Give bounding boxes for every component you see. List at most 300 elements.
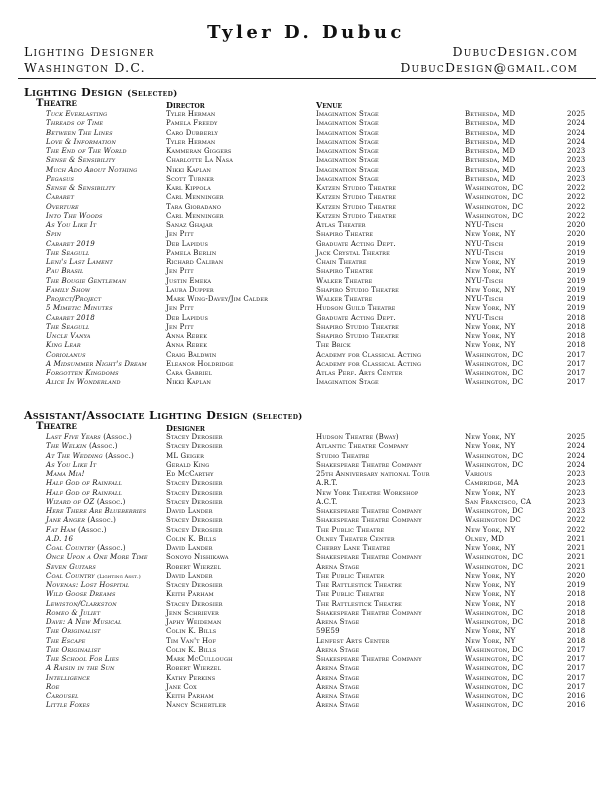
person-name: Cara Gabriel [166, 369, 212, 377]
show-name: A Midsummer Night's Dream [46, 359, 147, 368]
person-name: Stacey Derosier [166, 442, 223, 451]
table-row [24, 563, 594, 572]
show-name: Family Show [46, 285, 91, 294]
city-name: New York, NY [465, 258, 516, 266]
show-name: The End of The World [46, 147, 127, 155]
city-name: New York, NY [465, 304, 516, 313]
person-name: David Lander [166, 571, 213, 580]
show-title [46, 267, 84, 276]
city-name: Washington, DC [465, 645, 524, 654]
person-name: Stacey Derosier [166, 581, 223, 589]
table-row [24, 314, 594, 323]
table-row [24, 203, 594, 212]
table-row [24, 119, 594, 128]
venue-name: Shakespeare Theatre Company [316, 655, 422, 663]
person-name: Anna Rebek [166, 332, 208, 340]
person-name: Jen Pitt [166, 230, 194, 239]
show-title [46, 156, 115, 165]
year: 2018 [567, 599, 586, 608]
person-name: Anna Rebek [166, 341, 208, 350]
table-row [24, 175, 594, 184]
show-title [46, 563, 96, 572]
show-name: Roe [46, 682, 60, 691]
show-name: Half God of Rainfall [46, 488, 122, 497]
city-name: Bethesda, MD [465, 165, 516, 174]
city-name: Washington, DC [465, 701, 524, 710]
year: 2019 [567, 276, 586, 285]
city-name: Various [465, 470, 493, 478]
city-name: Washington, DC [465, 184, 524, 192]
table-row [24, 526, 594, 535]
year: 2023 [567, 470, 586, 478]
show-name: Pegasus [46, 174, 75, 183]
venue-name: Graduate Acting Dept. [316, 313, 396, 322]
email-link[interactable]: DubucDesign@gmail.com [400, 60, 578, 75]
show-title [46, 110, 107, 119]
show-name: Coal Country [46, 571, 95, 580]
person-name: Nikki Kaplan [166, 378, 212, 387]
year: 2024 [567, 128, 586, 137]
year: 2020 [567, 221, 586, 229]
year: 2019 [567, 304, 586, 313]
person-name: Kammeran Giggers [166, 147, 232, 155]
city-name: Bethesda, MD [465, 137, 516, 146]
show-title [46, 360, 147, 369]
venue-name: The Public Theatre [316, 590, 385, 599]
year: 2022 [567, 202, 586, 211]
section-qualifier: (Selected) [127, 89, 178, 99]
venue-name: Katzen Studio Theatre [316, 193, 397, 202]
show-name: Love & Information [46, 137, 117, 146]
person-name: Colin K. Bills [166, 627, 217, 636]
venue-name: Shakespeare Theatre Company [316, 507, 422, 515]
column-headers [24, 422, 594, 433]
year: 2018 [567, 590, 586, 599]
city-name: Bethesda, MD [465, 156, 516, 165]
city-name: New York, NY [465, 341, 516, 350]
venue-name: Arena Stage [316, 682, 360, 691]
show-name: Little Foxes [46, 701, 90, 710]
year: 2017 [567, 673, 586, 682]
city-name: New York, NY [465, 322, 516, 331]
person-name: Gerald King [166, 460, 210, 469]
city-name: Washington, DC [465, 507, 524, 515]
venue-name: The Public Theatre [316, 525, 385, 534]
show-title [46, 129, 113, 138]
venue-name: Shakespeare Theatre Company [316, 516, 422, 525]
venue-name: Shapiro Theatre [316, 267, 374, 276]
show-title [46, 618, 122, 627]
show-name: The Seagull [46, 322, 90, 331]
person-name: David Lander [166, 544, 213, 552]
year: 2020 [567, 571, 586, 580]
venue-name: Academy for Classical Acting [316, 359, 422, 368]
table-row [24, 637, 594, 646]
table-row [24, 664, 594, 673]
person-name: Caro Dubberly [166, 128, 218, 137]
show-title [46, 193, 74, 202]
year: 2024 [567, 137, 586, 146]
venue-name: Studio Theatre [316, 451, 370, 460]
website-link[interactable]: DubucDesign.com [452, 44, 578, 59]
year: 2022 [567, 193, 586, 202]
city-name: New York, NY [465, 433, 516, 441]
venue-name: Imagination Stage [316, 378, 379, 387]
show-title [46, 470, 85, 479]
column-header-director: Director [166, 100, 205, 110]
city-name: Olney, MD [465, 534, 504, 543]
city-name: Washington, DC [465, 692, 524, 700]
year: 2017 [567, 645, 586, 654]
venue-name: Atlas Perf. Arts Center [316, 369, 403, 377]
show-title [46, 553, 148, 562]
city-name: New York, NY [465, 285, 516, 294]
venue-name: Shapiro Studio Theatre [316, 285, 399, 294]
section-title [24, 409, 594, 422]
table-row [24, 627, 594, 636]
city-name: New York, NY [465, 442, 516, 451]
column-headers [24, 99, 594, 110]
year: 2017 [567, 682, 586, 691]
venue-name: Katzen Studio Theatre [316, 184, 397, 192]
year: 2023 [567, 497, 586, 506]
venue-name: Cherry Lane Theatre [316, 544, 391, 552]
person-name: Sanaz Ghajar [166, 221, 213, 229]
role-note: (Assoc.) [87, 516, 117, 525]
venue-name: A.R.T. [316, 479, 338, 488]
table-row [24, 442, 594, 451]
show-title [46, 304, 113, 313]
venue-name: Shakespeare Theatre Company [316, 460, 422, 469]
table-row [24, 674, 594, 683]
venue-name: Arena Stage [316, 673, 360, 682]
venue-name: Imagination Stage [316, 128, 379, 137]
show-title [46, 489, 122, 498]
show-title [46, 544, 126, 553]
venue-name: Atlas Theater [316, 221, 366, 229]
person-name: Deb Lapidus [166, 313, 209, 322]
venue-name: Jack Crystal Theatre [316, 248, 390, 257]
year: 2023 [567, 147, 586, 155]
venue-name: Shakespeare Theatre Company [316, 608, 422, 617]
person-name: Stacey Derosier [166, 516, 223, 525]
person-name: Kathy Perkins [166, 673, 216, 682]
show-name: Tuck Everlasting [46, 110, 108, 118]
section-title [24, 86, 594, 99]
table-row [24, 267, 594, 276]
city-name: NYU-Tisch [465, 276, 504, 285]
show-title [46, 369, 119, 378]
year: 2023 [567, 479, 586, 488]
show-title [46, 461, 96, 470]
person-name: Tara Gioradano [166, 202, 222, 211]
city-name: Washington DC [465, 516, 521, 525]
show-title [46, 230, 61, 239]
city-name: New York, NY [465, 230, 516, 239]
venue-name: Arena Stage [316, 701, 360, 710]
table-row [24, 249, 594, 258]
venue-name: 25th Anniversary national Tour [316, 470, 430, 478]
venue-name: The Public Theater [316, 571, 385, 580]
column-header-theatre: Theatre [36, 421, 77, 432]
venue-name: Shapiro Theatre [316, 230, 374, 239]
city-name: NYU-Tisch [465, 239, 504, 248]
year: 2018 [567, 332, 586, 340]
table-row [24, 553, 594, 562]
person-name: Carl Menninger [166, 211, 224, 220]
role-note: (Assoc.) [89, 442, 118, 451]
show-title [46, 351, 86, 360]
table-row [24, 378, 594, 387]
person-name: Stacey Derosier [166, 433, 223, 441]
year: 2018 [567, 627, 586, 636]
year: 2016 [567, 701, 586, 710]
table-row [24, 286, 594, 295]
show-name: Coriolanus [46, 350, 86, 359]
show-name: Into The Woods [46, 211, 103, 220]
venue-name: Arena Stage [316, 645, 360, 654]
table-row [24, 489, 594, 498]
city-name: Washington, DC [465, 655, 524, 663]
table-row [24, 498, 594, 507]
table-row [24, 360, 594, 369]
column-header-designer: Designer [166, 423, 205, 433]
person-name: Robert Wierzel [166, 562, 222, 571]
person-name: Tim Van't Hof [166, 636, 217, 645]
year: 2019 [567, 239, 586, 248]
year: 2018 [567, 608, 586, 617]
year: 2017 [567, 655, 586, 663]
show-title [46, 240, 95, 249]
year: 2023 [567, 507, 586, 515]
venue-name: Arena Stage [316, 562, 360, 571]
city-name: Washington, DC [465, 664, 524, 673]
show-name: Fat Ham [46, 525, 76, 534]
table-row [24, 129, 594, 138]
table-row [24, 683, 594, 692]
show-name: The Bougie Gentleman [46, 276, 127, 285]
show-title [46, 627, 101, 636]
city-name: New York, NY [465, 544, 516, 552]
city-name: Bethesda, MD [465, 147, 516, 155]
year: 2019 [567, 295, 586, 303]
person-name: Jen Pitt [166, 322, 194, 331]
person-name: Stacey Derosier [166, 479, 223, 488]
table-row [24, 461, 594, 470]
show-title [46, 249, 89, 258]
role-note: (Lighting Asst.) [97, 573, 141, 580]
show-name: Pau Brasil [46, 267, 84, 276]
venue-name: Shakespeare Theatre Company [316, 553, 422, 562]
show-name: At The Wedding [46, 451, 103, 460]
city-name: Washington, DC [465, 193, 524, 202]
year: 2021 [567, 562, 586, 571]
assistant-design-section [24, 409, 594, 711]
show-title [46, 286, 90, 295]
show-title [46, 221, 96, 230]
year: 2019 [567, 248, 586, 257]
show-name: Half God of Rainfall [46, 479, 122, 488]
venue-name: A.C.T. [316, 497, 338, 506]
city-name: Washington, DC [465, 608, 524, 617]
year: 2018 [567, 322, 586, 331]
table-row [24, 304, 594, 313]
venue-name: Imagination Stage [316, 174, 379, 183]
role-note: (Assoc.) [96, 497, 126, 506]
show-name: Lewiston/Clarkston [46, 599, 117, 608]
venue-name: The Rattlestick Theatre [316, 581, 402, 589]
year: 2024 [567, 460, 586, 469]
city-name: New York, NY [465, 571, 516, 580]
show-name: Project/Project [46, 295, 102, 303]
year: 2019 [567, 285, 586, 294]
show-name: Overture [46, 202, 79, 211]
show-title [46, 138, 116, 147]
table-row [24, 138, 594, 147]
lighting-design-list [24, 110, 594, 388]
show-title [46, 683, 59, 692]
show-title [46, 507, 146, 516]
venue-name: Hudson Guild Theatre [316, 304, 396, 313]
city-name: New York, NY [465, 636, 516, 645]
person-name: Tyler Herman [166, 137, 216, 146]
show-title [46, 203, 79, 212]
person-name: Mark Wing-Davey/Jim Calder [166, 295, 269, 303]
show-name: Once Upon a One More Time [46, 553, 148, 562]
show-name: The Seagull [46, 248, 90, 257]
person-name: Ed McCarthy [166, 470, 214, 478]
show-title [46, 479, 122, 488]
year: 2024 [567, 451, 586, 460]
person-name: Craig Baldwin [166, 350, 217, 359]
show-name: A.D. 16 [46, 534, 74, 543]
city-name: NYU-Tisch [465, 313, 504, 322]
lighting-design-section [24, 86, 594, 388]
venue-name: 59E59 [316, 627, 340, 636]
show-title [46, 258, 113, 267]
role-note: (Assoc.) [78, 525, 107, 534]
year: 2017 [567, 350, 586, 359]
year: 2017 [567, 359, 586, 368]
show-title [46, 442, 118, 451]
person-name: Sonoyo Nishikawa [166, 553, 229, 562]
person-name: Stacey Derosier [166, 525, 223, 534]
venue-name: Academy for Classical Acting [316, 350, 422, 359]
show-name: The Originalist [46, 645, 101, 654]
show-name: Sense & Sensibility [46, 184, 116, 192]
city-name: Washington, DC [465, 369, 524, 377]
show-name: Carousel [46, 692, 79, 700]
table-row [24, 230, 594, 239]
city-name: Cambridge, MA [465, 479, 519, 488]
table-row [24, 507, 594, 516]
show-title [46, 452, 134, 461]
show-name: Sense & Sensibility [46, 156, 116, 165]
show-title [46, 277, 126, 286]
year: 2021 [567, 534, 586, 543]
venue-name: Imagination Stage [316, 110, 379, 118]
show-name: 5 Mimetic Minutes [46, 304, 113, 313]
year: 2018 [567, 636, 586, 645]
city-name: New York, NY [465, 590, 516, 599]
show-title [46, 314, 95, 323]
table-row [24, 258, 594, 267]
person-name: Richard Caliban [166, 258, 224, 266]
person-name: Stacey Derosier [166, 488, 223, 497]
person-name: Keith Parham [166, 590, 214, 599]
show-name: Leni's Last Lament [46, 258, 113, 266]
city-name: Washington, DC [465, 618, 524, 626]
table-row [24, 341, 594, 350]
year: 2019 [567, 258, 586, 266]
year: 2023 [567, 174, 586, 183]
year: 2021 [567, 544, 586, 552]
venue-name: New York Theatre Workshop [316, 488, 419, 497]
year: 2022 [567, 211, 586, 220]
show-name: The Originalist [46, 627, 101, 636]
city-name: Washington, DC [465, 451, 524, 460]
city-name: Washington, DC [465, 562, 524, 571]
section-qualifier: (Selected) [252, 412, 303, 422]
person-name: ML Geiger [166, 451, 205, 460]
city-name: Bethesda, MD [465, 119, 516, 128]
show-title [46, 535, 73, 544]
show-name: Spin [46, 230, 62, 239]
show-title [46, 646, 101, 655]
show-name: The School For Lies [46, 655, 120, 663]
table-row [24, 193, 594, 202]
venue-name: Imagination Stage [316, 119, 379, 128]
show-title [46, 655, 119, 664]
show-name: Between The Lines [46, 128, 113, 137]
person-name: Nancy Schertler [166, 701, 227, 710]
year: 2022 [567, 516, 586, 525]
show-name: Cabaret 2018 [46, 313, 95, 322]
table-row [24, 110, 594, 119]
show-name: Uncle Vanya [46, 332, 91, 340]
year: 2017 [567, 664, 586, 673]
show-title [46, 701, 90, 710]
city-name: New York, NY [465, 332, 516, 340]
show-title [46, 637, 85, 646]
table-row [24, 646, 594, 655]
table-row [24, 166, 594, 175]
year: 2020 [567, 230, 586, 239]
show-title [46, 341, 81, 350]
person-name: Mark McCullough [166, 655, 233, 663]
show-title [46, 609, 100, 618]
year: 2024 [567, 442, 586, 451]
table-row [24, 655, 594, 664]
show-name: As You Like It [46, 460, 97, 469]
table-row [24, 581, 594, 590]
city-name: Washington, DC [465, 460, 524, 469]
person-name: Jane Cox [166, 682, 197, 691]
city-name: New York, NY [465, 627, 516, 636]
table-row [24, 332, 594, 341]
venue-name: Imagination Stage [316, 147, 379, 155]
city-name: Washington, DC [465, 359, 524, 368]
year: 2024 [567, 119, 586, 128]
show-title [46, 516, 116, 525]
venue-name: Katzen Studio Theatre [316, 211, 397, 220]
venue-name: Imagination Stage [316, 137, 379, 146]
person-name: Justin Emeka [166, 276, 212, 285]
show-title [46, 323, 89, 332]
show-name: The Escape [46, 636, 86, 645]
year: 2019 [567, 267, 586, 276]
year: 2017 [567, 369, 586, 377]
